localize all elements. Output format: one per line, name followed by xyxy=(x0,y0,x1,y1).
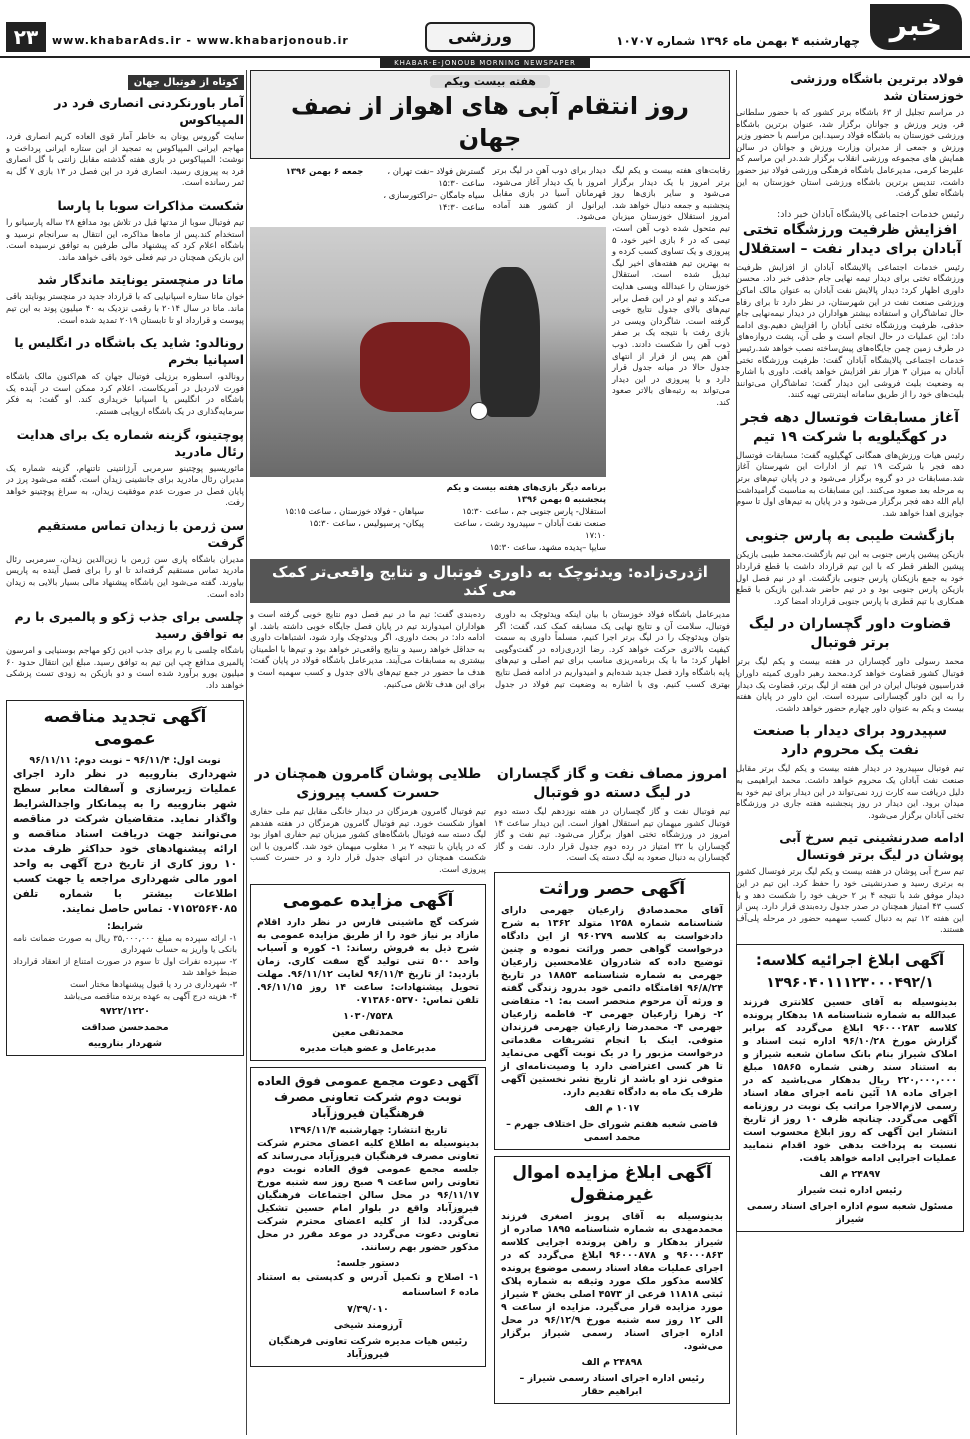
other-fixtures xyxy=(250,481,606,553)
article-foolad xyxy=(736,70,964,200)
ad-signature: مدیرعامل و عضو هیات مدیره xyxy=(299,1042,437,1054)
ad-ref: ۱۰۳۰/۷۵۳۸ xyxy=(343,1010,393,1022)
kicker: رئیس خدمات اجتماعی پالایشگاه آبادان خبر داد: xyxy=(777,208,964,220)
article-futsal-league xyxy=(736,829,964,936)
headline: فولاد برترین باشگاه ورزشی خوزستان شد xyxy=(790,71,964,103)
body-text: بازیکن پیشین پارس جنوبی به این تیم بازگشت.محمد طیبی بازیکن پیشین الظفر قطر که با این تیم قرارداد داشت با قطع قرارداد خود به جمع بازیکنان پارس جنوبی بازگشت. او در نیم فصل اول بازیکن پارس جنوبی بود و در تیم حاضر شد.این بازیکن با قطع همکاری با تیم قطری با پارس جنوبی قرارداد امضا کرد. xyxy=(736,549,964,606)
body-text: تیم فوتبال سپیدرود در دیدار هفته بیست و یکم لیگ برتر مقابل صنعت نفت آبادان یک محروم خواهد داشت. محمد ابراهیمی به دلیل دریافت سه کارت زرد نمی‌تواند در این دیدار برای تیم خود به میدان برود. این دیدار در روز پنجشنبه هفته جاری در ورزشگاه تختی آبادان برگزار می‌شود. xyxy=(736,763,964,820)
ad-public-auction xyxy=(250,884,486,1061)
body-text: رقابت‌های هفته بیست و یکم لیگ برتر امروز با یک دیدار برگزار می‌شود و سایر بازی‌ها روز پنجشنبه و جمعه دنبال خواهد شد. امروز استقلال خوزستان میزبان تیم متحول شده ذوب آهن است، تیمی که در ۶ بازی اخیر خود، ۵ پیروزی و یک تساوی کسب کرده و به بهترین تیم هفته‌های اخیر لیگ تبدیل شده است. استقلال خوزستان را عبدالله ویسی هدایت می‌کند و تیم او در این فصل برابر تیم‌های بالای جدول نتایج خوبی گرفته است. شاگردان ویسی در بازی رفت با نتیجه یک بر صفر ذوب آهن را شکست دادند. ذوب آهن هم پس از فرار از انتهای جدول حالا در میانه جدول قرار دارد و با پیروزی در این دیدار می‌تواند به رتبه‌های بالاتر صعود کند. xyxy=(612,165,730,407)
section-title: ورزشی xyxy=(425,22,535,52)
ad-title: آگهی ابلاغ اجرائیه کلاسه: xyxy=(755,950,945,969)
world-news-item xyxy=(6,271,244,326)
middle-column xyxy=(250,70,730,1435)
ad-body: بدینوسیله به اطلاع کلیه اعضای محترم شرکت تعاونی مصرف فرهنگیان فیروزآباد می‌رساند که جلسه مجمع عمومی فوق العاده نوبت دوم تعاونی راس ساعت ۹ صبح روز سه شنبه مورخ ۹۶/۱۱/۱۷ در محل سالن اجتماعات فرهنگیان فیروزآباد واقع در بلوار امام حسین تشکیل می‌گردد. لذا از کلیه اعضای محترم شرکت تعاونی دعوت می‌گردد در موعد مقرر در محل مذکور حضور بهم رسانند. xyxy=(257,1137,480,1253)
headline: ادامه صدرنشینی تیم سرخ آبی پوشان در لیگ برتر فوتسال xyxy=(779,830,964,863)
website-links[interactable]: www.khabarAds.ir - www.khabarjonoub.ir xyxy=(52,34,349,47)
fixture-item: سپاهان - فولاد خوزستان ، ساعت ۱۵:۱۵ xyxy=(284,506,424,516)
match-today: دیدار برای ذوب آهن در لیگ برتر امروز با یک دیدار آغاز می‌شود، قهرمانان آسیا در بازی مقابل ایرانول از کشور هند آماده می‌شود. xyxy=(492,165,606,222)
headline: قضاوت داور گچساران در لیگ برتر فوتبال xyxy=(748,616,952,652)
fixture-item: سیاه جامگان –تراکتورسازی ، ساعت ۱۴:۳۰ xyxy=(383,190,485,212)
article-futsal xyxy=(736,409,964,520)
headline: افزایش ظرفیت ورزشگاه تختی آبادان برای دیدار نفت – استقلال xyxy=(738,221,962,257)
ad-auction-property xyxy=(494,1156,730,1404)
ad-execution-notice xyxy=(736,944,964,1232)
interview-body: مدیرعامل باشگاه فولاد خوزستان با بیان اینکه ویدئوچک به داوری فوتبال، سلامت آن و نتایج نهایی یک مسابقه کمک کند، گفت: اگر بتوان ویدئوچک را در لیگ برتر اجرا کنیم، مسلماً داوری به سمت کیفیت بالاتری حرکت خواهد کرد. رضا اژدری‌زاده در گفت‌وگویی اظهار کرد: ما با یک برنامه‌ریزی مناسب برای تیم اصلی و تیم‌های پایه باشگاه وارد فصل جدید شده‌ایم و امیدواریم در ادامه فصل نتایج بهتری کسب کنیم. وی با اشاره به وضعیت تیم فولاد در جدول رده‌بندی گفت: تیم ما در نیم فصل دوم نتایج خوبی گرفته است و هواداران امیدوارند تیم در پایان فصل جایگاه خوبی داشته باشد. او ادامه داد: در بحث داوری، اگر ویدئوچک وارد شود، اشتباهات داوری به حداقل خواهد رسید و نتایج واقعی‌تر خواهد بود و تیم‌ها با اطمینان بیشتری به مسابقات می‌آیند. مدیرعامل باشگاه فولاد در پایان گفت: هدف ما حضور در جمع تیم‌های بالای جدول و کسب سهمیه است و برای این هدف تلاش می‌کنیم. xyxy=(250,609,730,689)
body-text: تیم فوتبال گامرون هرمزگان در دیدار خانگی مقابل تیم ملی حفاری اهواز شکست خورد. تیم فوتبال گامرون هرمزگان در هفته هفدهم لیگ دسته سه فوتبال باشگاه‌های کشور میزبان تیم حفاری اهواز بود که در پایان با نتیجه ۲ بر ۱ مغلوب میهمان خود شد. گامرون با این شکست همچنان در انتهای جدول قرار دارد و در حسرت کسب پیروزی است. xyxy=(250,806,486,874)
fixture-item: استقلال- پارس جنوبی جم ، ساعت ۱۵:۳۰ xyxy=(462,506,606,516)
ad-signature: آرزومند شیخی xyxy=(333,1319,403,1331)
headline: سن ژرمن با زیدان تماس مستقیم گرفت xyxy=(37,517,244,550)
article-tayebi xyxy=(736,527,964,607)
ad-title: آگهی حصر وراثت xyxy=(538,878,686,899)
ad-body: آقای محمدصادق زارعیان جهرمی دارای شناسنامه شماره ۱۲۵۸ متولد ۱۳۶۲ به شرح دادخواست به کلاسه ۹۶۰۲۷۹ از این دادگاه درخواست گواهی حصر وراثت نموده و چنین توضیح داده که شادروان غلامحسین زارعیان جهرمی به شماره شناسنامه ۱۸۸۵۳ در تاریخ ۹۶/۸/۲۴ اقامتگاه دائمی خود بدرود زندگی گفته و ورثه آن مرحوم منحصر است به: ۱- متقاضی ۲- زهرا زارعیان جهرمی ۳- فاطمه زارعیان جهرمی ۴- محمدرضا زارعیان جهرمی فرزندان متوفی. اینک با انجام تشریفات مقدماتی درخواست مزبور را در یک نوبت آگهی می‌نماید تا هر کسی اعتراضی دارد یا وصیت‌نامه‌ای از متوفی نزد او باشد از تاریخ نشر نخستین آگهی ظرف یک ماه به دادگاه تقدیم دارد. xyxy=(501,904,723,1098)
ad-inheritance xyxy=(494,872,730,1150)
body-text: تیم فوتبال سوبا از مدتها قبل در تلاش بود مدافع ۲۸ ساله پارسیانو را استخدام کند.پس از ماه‌ها مذاکره، این انتقال به سرانجام نرسید و باشگاه اعلام کرد که پیشنهاد مالی طرفین به توافق نرسیده است. این بازیکن همچنان در تیم فعلی خود باقی خواهد ماند. xyxy=(6,216,244,262)
newspaper-logo[interactable]: خبر xyxy=(870,4,962,50)
body-text: مدیران باشگاه پاری سن ژرمن با زین‌الدین زیدان، سرمربی رئال مادرید تماس مستقیم گرفته‌اند تا او را برای فصل آینده به پاریس بیاورند. گفته می‌شود این باشگاه پیشنهاد مالی بسیار بالایی به زیدان داده است. xyxy=(6,553,244,599)
condition-item: ۱- ارائه سپرده به مبلغ ۳۵,۰۰۰,۰۰۰ ریال به صورت ضمانت نامه بانکی یا واریز به حساب شهرداری xyxy=(13,932,237,955)
headline: بازگشت طیبی به پارس جنوبی xyxy=(745,528,955,545)
article-naft-gas xyxy=(494,765,730,864)
ad-signature: قاضی شعبه هفتم شورای حل اختلاف جهرم – محمد اسمی xyxy=(506,1118,718,1143)
ad-ref: ۱۰۱۷ م الف xyxy=(584,1102,640,1114)
ad-date: تاریخ انتشار: چهارشنبه ۱۳۹۶/۱۱/۴ xyxy=(288,1124,448,1136)
world-news-item xyxy=(6,94,244,189)
fixture-day: جمعه ۶ بهمن ۱۳۹۶ xyxy=(285,166,364,176)
ad-ref: ۲۴۸۹۷ م الف xyxy=(819,1168,881,1180)
ad-tender xyxy=(6,700,244,1057)
ad-number: ۱۳۹۶۰۴۰۱۱۱۲۳۰۰۰۴۹۲/۱ xyxy=(766,974,934,991)
headline: چلسی برای جذب ژکو و پالمیری با رم به توافق رسید xyxy=(14,609,244,642)
world-news-item xyxy=(6,197,244,263)
ad-title: آگهی مزایده عمومی xyxy=(282,890,454,911)
ad-signature: رئیس اداره ثبت شیراز xyxy=(797,1184,903,1196)
column-divider xyxy=(246,70,247,1435)
ad-ref: ۲۴۸۹۸ م الف xyxy=(581,1356,643,1368)
fixture-item: صنعت نفت آبادان – سپیدرود رشت ، ساعت ۱۷:۱۰ xyxy=(454,518,606,540)
left-column xyxy=(6,70,244,1435)
masthead xyxy=(0,0,970,58)
body-text: تیم فوتبال نفت و گاز گچساران در هفته نوزدهم لیگ دسته دوم فوتبال کشور میهمان تیم استقلال اهواز است. این دیدار ساعت ۱۴ امروز در ورزشگاه تختی اهواز برگزار می‌شود. تیم نفت و گاز گچساران با ۳۲ امتیاز در رده دوم جدول قرار دارد. نفت و گاز گچساران به دنبال صعود به لیگ دسته یک است. xyxy=(494,806,730,863)
world-news-item xyxy=(6,517,244,600)
ad-body: شرکت گچ ماشینی فارس در نظر دارد اقلام مازاد بر نیاز خود را از طریق مزایده عمومی به شرح ذیل به فروش رساند: ۱- کوره و آسیاب واحد ۵۰۰ تنی تولید گچ سفت کاری. زمان بازدید: از تاریخ ۹۶/۱۱/۴ لغایت ۹۶/۱۱/۱۲. مهلت تحویل پیشنهادات: ساعت ۱۴ روز ۹۶/۱۱/۱۵. تلفن تماس: ۰۷۱۳۸۶۰۵۳۷۰ xyxy=(257,916,479,1006)
condition-item: ۳- شهرداری در رد یا قبول پیشنهادها مختار است xyxy=(70,979,237,989)
conditions-title: شرایط: xyxy=(106,920,144,932)
ad-signature: محمدتقی معین xyxy=(332,1026,404,1038)
fixture-day: پنجشنبه ۵ بهمن ۱۳۹۶ xyxy=(516,494,606,504)
ball-icon xyxy=(470,402,488,420)
body-text: رئیس هیات ورزش‌های همگانی کهگیلویه گفت: مسابقات فوتسال دهه فجر با شرکت ۱۹ تیم از ادارات این شهرستان آغاز شد.مسابقات در دو گروه برگزار می‌شود و در پایان تیم‌های برتر به مرحله بعد صعود می‌کنند. این مسابقات به مناسبت گرامیداشت ایام الله دهه فجر برگزار می‌شود و در پایان به تیم‌های اول تا سوم جوایزی اهدا خواهد شد. xyxy=(736,449,964,518)
body-text: خوان ماتا ستاره اسپانیایی که با قرارداد جدید در منچستر یونایتد باقی ماند. ماتا در سال ۲۰۱۴ با رقمی نزدیک به ۴۰ میلیون پوند به این تیم پیوست و قرارداد او تا تابستان ۲۰۱۹ تمدید شده است. xyxy=(6,291,244,325)
headline: پوچتینو، گزینه شماره یک برای هدایت رئال مادرید xyxy=(16,426,244,459)
player-figure xyxy=(480,267,540,417)
headline: سپیدرود برای دیدار با صنعت نفت یک محروم دارد xyxy=(752,723,948,759)
headline: ماتا در منچستر یونایتد ماندگار شد xyxy=(37,272,244,288)
fixture-item: سایپا –پدیده مشهد، ساعت ۱۵:۳۰ xyxy=(489,542,606,552)
kicker: هفته بیست ویکم xyxy=(430,75,550,88)
lead-body xyxy=(250,165,730,553)
headline: طلایی پوشان گامرون همچنان در حسرت کسب پیروزی xyxy=(254,766,482,801)
issue-dateline: چهارشنبه ۴ بهمن ماه ۱۳۹۶ شماره ۱۰۷۰۷ xyxy=(616,34,860,48)
world-news-item xyxy=(6,426,244,509)
ad-signature: رئیس اداره اجرای اسناد رسمی شیراز – ابراهیم حقار xyxy=(519,1372,705,1397)
headline: آمار باورنکردنی انصاری فرد در المپیاکوس xyxy=(54,95,244,127)
world-news-item xyxy=(6,608,244,691)
ad-signature: رئیس هیات مدیره شرکت تعاونی فرهنگیان فیروزآباد xyxy=(268,1335,468,1360)
ad-title: آگهی تجدید مناقصه عمومی xyxy=(43,706,207,749)
ad-signature: محمدحسن صداقت xyxy=(81,1022,169,1034)
body-text: رئیس خدمات اجتماعی پالایشگاه آبادان از افزایش ظرفیت ورزشگاه تختی برای دیدار تیمه نهایی جام حذفی خبر داد. محسن داوری اظهار کرد: دیدار پالایش نفت آبادان به عنوان مالک اماکن ورزشی صنعت نفت در این شهرستان، در نظر دارد تا برای رفاه حال تماشاگران و استفاده بیشتر هواداران در دیدار نیمه‌نهایی جام حذفی، ظرفیت ورزشگاه تختی آبادان را افزایش دهیم.وی ادامه داد: این عملیات در حال انجام است و طی آن، پشت دروازه‌های در طرف زمین چمن جایگاه‌های پیش‌ساخته نصب خواهد شد.رئیس خدمات اجتماعی پالایشگاه آبادان گفت: ظرفیت ورزشگاه تختی آبادان به میزان ۳ هزار نفر افزایش خواهد یافت. داوری با اشاره به وضعیت بلیت فروشی این دیدار گفت: تماشاگران می‌توانند بلیت‌های خود را از طریق سامانه اینترنتی تهیه کنند. xyxy=(736,261,964,400)
ad-signature: شهردار بناروییه xyxy=(87,1038,163,1050)
ad-body: بدینوسیله به آقای پرویز اصغری فرزند محمدمهدی به شماره شناسنامه ۱۸۹۵ صادره از شیراز بدهکار و راهن پرونده اجرایی کلاسه ۹۶۰۰۰۸۶۳ و ۹۶۰۰۰۸۷۸ ابلاغ می‌گردد که در اجرای عملیات مفاد اسناد رسمی موضوع پرونده کلاسه مذکور ملک مورد وثیقه به شماره پلاک ثبتی ۱۱۸۱۸ فرعی از ۴۵۷۳ اصلی بخش ۴ شیراز مورد مزایده قرار می‌گیرد. مزایده از ساعت ۹ الی ۱۲ روز سه شنبه مورخ ۹۶/۱۲/۹ در محل اداره اجرای اسناد رسمی شیراز برگزار می‌شود. xyxy=(501,1210,724,1352)
body-text: تیم سرخ آبی پوشان در هفته بیست و یکم لیگ برتر فوتسال کشور به برتری رسید و صدرنشینی خود را حفظ کرد. این تیم در این دیدار موفق شد با نتیجه ۴ بر ۲ حریف خود را شکست دهد و با کسب ۴۳ امتیاز همچنان در صدر جدول رده‌بندی قرار دارد. پس از این هفته ۱۲ تیم به دنبال کسب سهمیه حضور در مرحله پلی‌آف هستند. xyxy=(736,866,964,935)
ad-title: آگهی ابلاغ مزایده اموال غیرمنقول xyxy=(512,1162,712,1205)
fixtures-title: برنامه دیگر بازی‌های هفته بیست و یکم xyxy=(446,482,606,492)
ad-ref: ۷/۳۹/۰۱۰ xyxy=(347,1303,389,1315)
lead-headline: روز انتقام آبی های اهواز از نصف جهان xyxy=(290,92,689,152)
condition-item: ۲- سپرده نفرات اول تا سوم در صورت امتناع از انعقاد قرارداد ضبط خواهد شد xyxy=(13,955,237,978)
body-text: سایت گوروس یونان به خاطر آمار قوی العاده کریم انصاری فرد، مهاجم ایرانی المپیاکوس به تمجید از این ستاره ایرانی پرداخت و نوشت: المپیاکوس در بازی هفته گذشته مقابل زانتی با گل انصاری فرد به پیروزی رسید. انصاری فرد در این فصل در ۱۳ بازی ۷ گل به ثمر رسانده است. xyxy=(6,131,244,188)
ad-body: شهرداری بناروییه در نظر دارد اجرای عملیات زیرسازی و آسفالت معابر سطح شهر بناروییه را به پیمانکار واجدالشرایط واگذار نماید. متقاضیان شرکت در مناقصه می‌توانند جهت دریافت اسناد مناقصه و ارائه پیشنهادهای خود حداکثر ظرف مدت ۱۰ روز کاری از تاریخ درج آگهی به واحد امور مالی شهرداری مراجعه یا جهت کسب اطلاعات بیشتر با شماره تلفن ۰۷۱۵۲۵۶۴۰۸۵ تماس حاصل نمایند. xyxy=(13,767,237,915)
fixture-item: گسترش فولاد –نفت تهران ، ساعت ۱۵:۳۰ xyxy=(387,166,485,188)
article-gamroon xyxy=(250,765,486,876)
fixture-item: پیکان- پرسپولیس ، ساعت ۱۵:۳۰ xyxy=(309,518,424,528)
body-text: مائوریسیو پوچتینو سرمربی آرژانتینی تاتنهام، گزینه شماره یک مدیران رئال مادرید برای جانشینی زیدان است. گفته می‌شود پرز در پایان فصل در صورت عدم موفقیت زیدان، به سراغ پوچتینو خواهد رفت. xyxy=(6,462,244,508)
agenda-title: دستور جلسه: xyxy=(336,1257,400,1269)
right-column xyxy=(736,70,964,1435)
ad-signature: مسئول شعبه سوم اداره اجرای اسناد رسمی شیراز xyxy=(746,1200,954,1225)
world-news-item xyxy=(6,334,244,417)
ad-general-assembly xyxy=(250,1067,486,1367)
english-banner: KHABAR-E-JONOUB MORNING NEWSPAPER xyxy=(380,58,590,68)
lead-photo xyxy=(250,227,606,477)
article-takhti xyxy=(736,208,964,401)
headline: آغاز مسابقات فوتسال دهه فجر در کهگیلویه با شرکت ۱۹ تیم xyxy=(740,409,960,445)
article-sepidrood xyxy=(736,722,964,821)
fixtures-list xyxy=(250,165,606,223)
condition-item: ۴- هزینه درج آگهی به عهده برنده مناقصه می‌باشد xyxy=(63,990,237,1001)
agenda: ۱- اصلاح و تکمیل آدرس و کدپستی به استناد ماده ۶ اساسنامه xyxy=(257,1271,479,1298)
body-text: رونالدو، اسطوره برزیلی فوتبال جهان که هم‌اکنون مالک باشگاه فورت لادردیل در آمریکاست، اعلام کرد ممکن است در آینده یک باشگاه در انگلیس یا اسپانیا خریداری کند. او گفت: به فکر سرمایه‌گذاری در یک باشگاه اروپایی هستم. xyxy=(6,371,244,416)
page-number: ۲۳ xyxy=(6,22,46,52)
article-referee xyxy=(736,615,964,714)
ad-body: بدینوسیله به آقای حسین کلانتری فرزند عبدالله به شماره شناسنامه ۱۸ بدهکار پرونده کلاسه ۹۶۰۰۰۲۸۳ ابلاغ می‌گردد که برابر گزارش مورخ ۹۶/۱۰/۲۸ اداره ثبت اسناد و املاک شیراز بنام بانک سامان شعبه شیراز و به استناد سند رهنی شماره ۱۵۸۶۵ مبلغ ۲۲۰,۰۰۰,۰۰۰ ریال بدهکار می‌باشید که در اجرای ماده ۱۸ آئین نامه اجرای مفاد اسناد رسمی لازم‌الاجرا مراتب یک نوبت در روزنامه آگهی می‌گردد. چنانچه ظرف ۱۰ روز از تاریخ انتشار این آگهی که روز ابلاغ محسوب است نسبت به پرداخت بدهی خود اقدام ننمایید عملیات اجرایی ادامه خواهد یافت. xyxy=(743,996,958,1164)
headline: رونالدو: شاید یک باشگاه در انگلیس یا اسپانیا بخرم xyxy=(14,335,244,368)
ad-title: آگهی دعوت مجمع عمومی فوق العاده نوبت دوم شرکت تعاونی مصرف فرهنگیان فیروزآباد xyxy=(257,1073,479,1120)
body-text: در مراسم تجلیل از ۶۳ باشگاه برتر کشور که با حضور سلطانی فر، وزیر ورزش و جوانان برگزار شد، عنوان برترین باشگاه ورزشی خوزستان به باشگاه فولاد رسید.این مراسم با حضور وزیر ورزش و جمعی از مدیران وزارت ورزش و جوانان در سالن همایش های مجموعه ورزشی انقلاب برگزار شد.در این مراسم که علیرضا کرمی، مدیرعامل باشگاه فرهنگی ورزشی فولاد نیز حضور داشت، تندیس برترین باشگاه ورزشی استان خوزستان به این باشگاه تعلق گرفت. xyxy=(736,107,964,199)
body-text: محمد رسولی داور گچساران در هفته بیست و یکم لیگ برتر فوتبال کشور قضاوت خواهد کرد.محمد رهبر داوری کمیته داوران فدراسیون فوتبال ایران در این هفته از لیگ برتر، قضاوت یک دیدار را به این داور گچسارانی سپرده است. این داور در پایان هفته بیست و یکم به عنوان داور چهارم حضور خواهد داشت. xyxy=(736,656,964,713)
ad-dates: نوبت اول: ۹۶/۱۱/۴ – نوبت دوم: ۹۶/۱۱/۱۱ xyxy=(29,754,221,766)
headline: شکست مذاکرات سوبا با پارسا xyxy=(57,197,244,213)
lead-story xyxy=(250,70,730,159)
lead-intro xyxy=(612,165,730,553)
interview-headline: اژدری‌زاده: ویدئوچک به داوری فوتبال و نتایج واقعی‌تر کمک می کند xyxy=(250,559,730,603)
body-text: باشگاه چلسی با رم برای جذب ادین ژکو مهاجم بوسنیایی و امرسون پالمیری مدافع چپ این تیم به توافق رسید. مبلغ این انتقال حدود ۶۰ میلیون یورو برآورد شده است و دو بازیکن به زودی تست پزشکی خواهند داد. xyxy=(6,645,244,691)
player-figure xyxy=(360,322,470,412)
section-topic: کوتاه از فوتبال جهان xyxy=(128,75,244,90)
headline: امروز مصاف نفت و گاز گچساران در لیگ دسته دو فوتبال xyxy=(496,766,728,801)
ad-ref: ۹۷۲۲/۱۲۲۰ xyxy=(100,1006,150,1018)
